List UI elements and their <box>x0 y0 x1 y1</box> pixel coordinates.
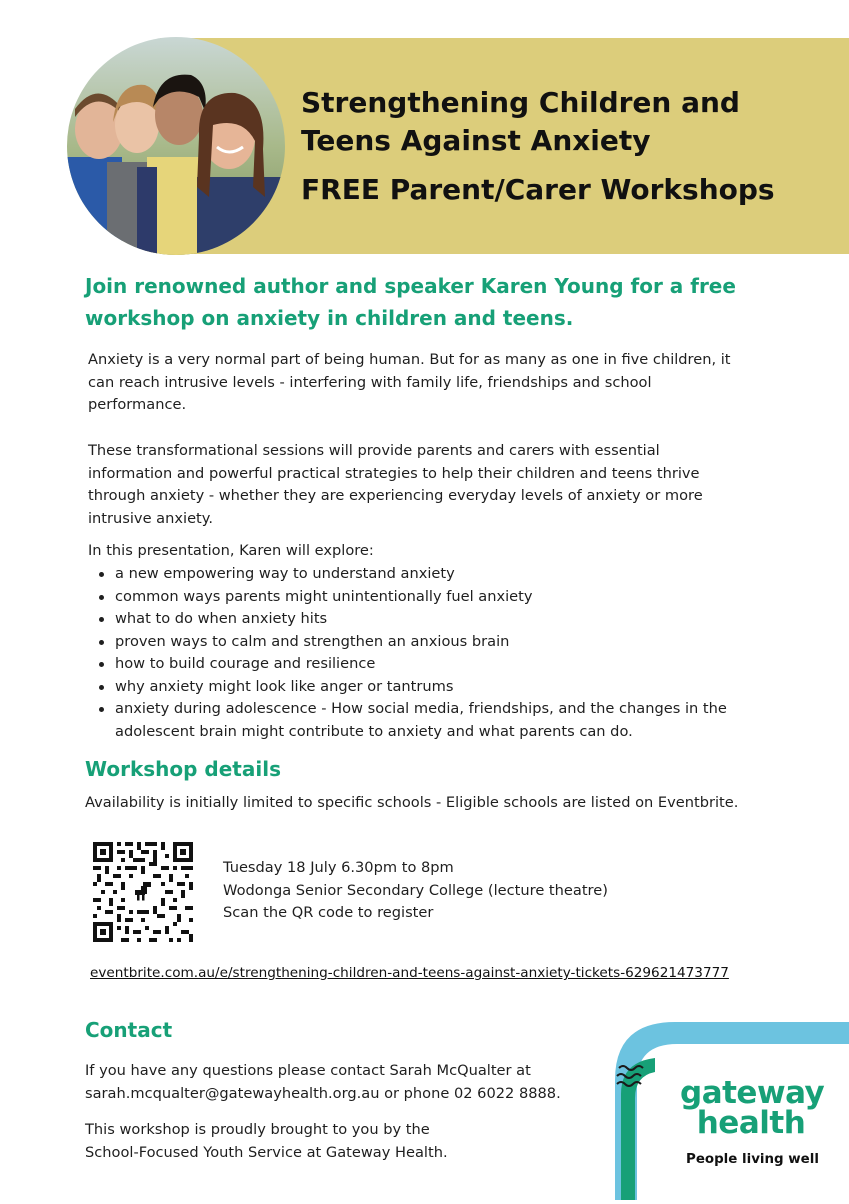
list-item-text: what to do when anxiety hits <box>115 610 328 627</box>
list-item <box>88 608 788 631</box>
contact-text <box>85 1060 605 1105</box>
explore-intro: In this presentation, Karen will explore: <box>88 542 374 559</box>
bullet-icon <box>99 640 104 645</box>
eventbrite-link[interactable]: eventbrite.com.au/e/strengthening-children-and-teens-against-anxiety-tickets-629621473777 <box>90 965 729 981</box>
contact-line-1: If you have any questions please contact Sarah McQualter at <box>85 1062 531 1079</box>
list-item <box>88 563 788 586</box>
list-item-text: how to build courage and resilience <box>115 655 376 672</box>
event-date: Tuesday 18 July 6.30pm to 8pm <box>223 859 454 876</box>
event-details <box>223 857 608 925</box>
bullet-icon <box>99 662 104 667</box>
list-item-text: anxiety during adolescence - How social media, friendships, and the changes in the <box>115 700 727 717</box>
sponsor-text <box>85 1119 605 1164</box>
title-line-2: Teens Against Anxiety <box>301 124 651 157</box>
qr-code[interactable] <box>93 842 193 942</box>
paragraph-sessions <box>88 440 788 530</box>
page-title <box>301 84 740 160</box>
event-venue: Wodonga Senior Secondary College (lecture theatre) <box>223 881 608 899</box>
logo-tagline: People living well <box>686 1152 819 1167</box>
teens-photo-illustration <box>67 37 285 255</box>
page-subtitle: FREE Parent/Carer Workshops <box>301 173 775 206</box>
event-register: Scan the QR code to register <box>223 904 434 921</box>
p2-line: information and powerful practical strategies to help their children and teens thrive <box>88 464 700 482</box>
list-item <box>88 586 788 609</box>
p2-line: These transformational sessions will provide parents and carers with essential <box>88 442 660 459</box>
sponsor-line-1: This workshop is proudly brought to you by the <box>85 1121 430 1138</box>
p1-line: performance. <box>88 396 187 413</box>
qr-code-icon <box>93 842 193 942</box>
teens-photo <box>67 37 285 255</box>
list-item <box>88 653 788 676</box>
p1-line: Anxiety is a very normal part of being human. But for as many as one in five children, it <box>88 351 731 368</box>
list-item-text: a new empowering way to understand anxiety <box>115 565 455 582</box>
contact-heading: Contact <box>85 1018 173 1042</box>
contact-line-2: sarah.mcqualter@gatewayhealth.org.au or phone 02 6022 8888. <box>85 1084 561 1102</box>
list-item <box>88 676 788 699</box>
list-item-text: why anxiety might look like anger or tantrums <box>115 677 454 695</box>
bullet-icon <box>99 617 104 622</box>
title-line-1: Strengthening Children and <box>301 86 740 119</box>
p2-line: intrusive anxiety. <box>88 509 213 527</box>
intro-heading <box>85 270 785 334</box>
list-item-text: common ways parents might unintentionally fuel anxiety <box>115 587 533 605</box>
p1-line: can reach intrusive levels - interfering with family life, friendships and school <box>88 373 652 391</box>
p2-line: through anxiety - whether they are experiencing everyday levels of anxiety or more <box>88 487 703 504</box>
bullet-icon <box>99 572 104 577</box>
logo-line-2: health <box>696 1105 806 1141</box>
availability-text: Availability is initially limited to specific schools - Eligible schools are listed on Eventbrite. <box>85 794 739 811</box>
logo-line-1: gateway <box>680 1075 825 1111</box>
workshop-heading: Workshop details <box>85 757 281 781</box>
bullet-icon <box>99 685 104 690</box>
list-item-text-continued: adolescent brain might contribute to anxiety and what parents can do. <box>115 722 633 740</box>
list-item <box>88 631 788 654</box>
bullet-icon <box>99 595 104 600</box>
sponsor-line-2: School-Focused Youth Service at Gateway Health. <box>85 1143 448 1161</box>
paragraph-anxiety <box>88 349 788 417</box>
bullet-icon <box>99 707 104 712</box>
list-item <box>88 698 788 743</box>
explore-list <box>88 563 788 743</box>
intro-line-1: Join renowned author and speaker Karen Young for a free <box>85 274 736 298</box>
list-item-text: proven ways to calm and strengthen an anxious brain <box>115 632 510 650</box>
intro-line-2: workshop on anxiety in children and teens. <box>85 306 574 330</box>
logo-wordmark <box>680 1075 825 1141</box>
